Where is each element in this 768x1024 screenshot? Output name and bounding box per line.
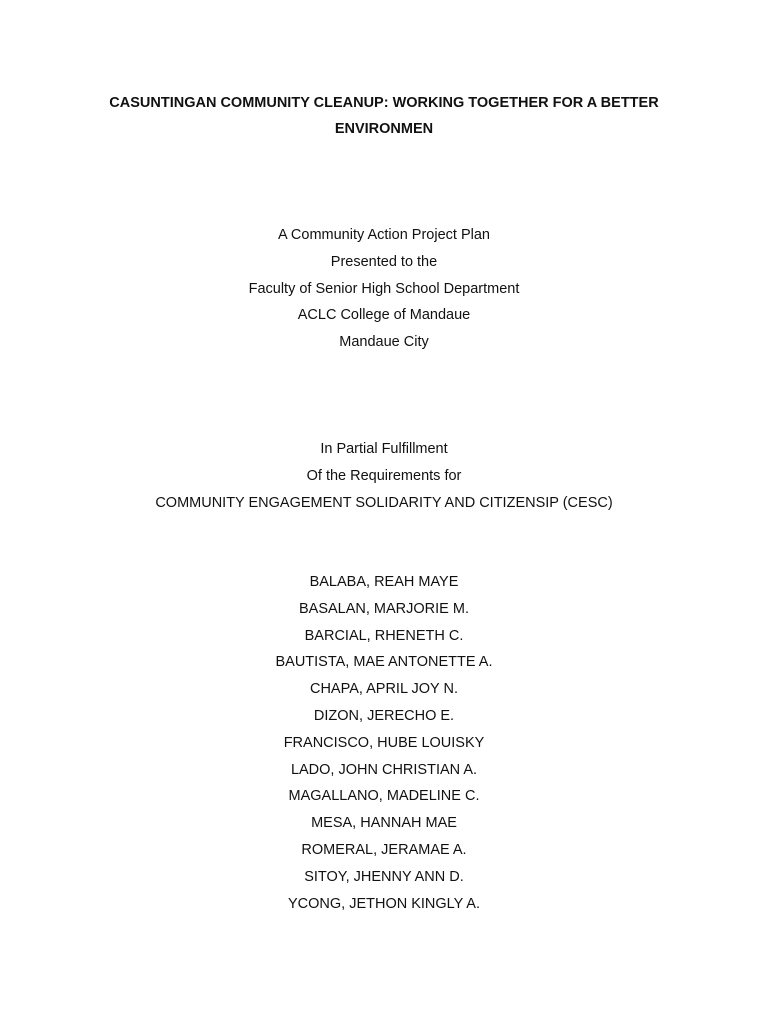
fulfillment-block: [60, 436, 708, 516]
author-name: MESA, HANNAH MAE: [311, 815, 457, 832]
author-name: SITOY, JHENNY ANN D.: [304, 868, 464, 885]
fulfillment-line: In Partial Fulfillment: [320, 441, 448, 457]
presentation-line: ACLC College of Mandaue: [297, 307, 471, 324]
author-name: BARCIAL, RHENETH C.: [304, 627, 464, 644]
author-name: ROMERAL, JERAMAE A.: [301, 841, 467, 858]
author-name: CHAPA, APRIL JOY N.: [309, 681, 458, 698]
presentation-line: Mandaue City: [339, 334, 429, 351]
author-name: FRANCISCO, HUBE LOUISKY: [283, 734, 485, 751]
presentation-line: A Community Action Project Plan: [278, 227, 490, 243]
author-name: BASALAN, MARJORIE M.: [298, 600, 469, 617]
author-name: BALABA, REAH MAYE: [309, 574, 459, 590]
fulfillment-line: Of the Requirements for: [306, 467, 462, 484]
author-name: DIZON, JERECHO E.: [313, 707, 455, 724]
presentation-line: Presented to the: [330, 253, 438, 270]
presentation-block: [60, 222, 708, 356]
author-list: [60, 569, 708, 917]
author-name: LADO, JOHN CHRISTIAN A.: [290, 761, 478, 778]
author-name: BAUTISTA, MAE ANTONETTE A.: [275, 654, 493, 671]
document-title: CASUNTINGAN COMMUNITY CLEANUP: WORKING TOGETHER FOR A BETTER ENVIRONMEN: [109, 95, 659, 137]
author-name: MAGALLANO, MADELINE C.: [288, 788, 480, 805]
fulfillment-line: COMMUNITY ENGAGEMENT SOLIDARITY AND CITIZENSIP (CESC): [155, 494, 613, 511]
presentation-line: Faculty of Senior High School Department: [248, 280, 520, 297]
author-name: YCONG, JETHON KINGLY A.: [287, 895, 481, 912]
